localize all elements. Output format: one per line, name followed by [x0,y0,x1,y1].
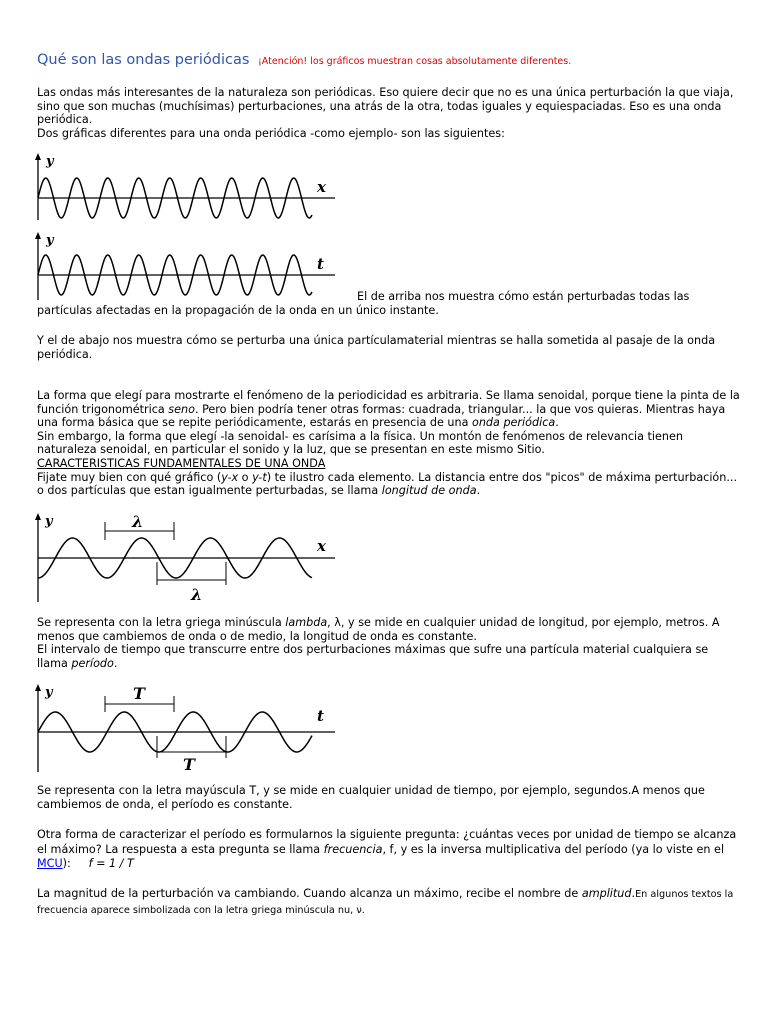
frequency-formula: f = 1 / T [88,857,134,870]
periodo-term: período [71,656,114,670]
frecuencia-text-b: , f, y es la inversa multiplicativa del período (ya lo viste en el [382,842,725,856]
intervalo-text-a: El intervalo de tiempo que transcurre entre dos perturbaciones máximas que sufre una partícula material cualquiera se llama [37,643,709,670]
fijate-text-b: ) te ilustro cada elemento. La distancia entre dos "picos" de máxima perturbación... o dos partículas que estan igualmente perturbadas, se llama [37,470,738,498]
nu-note: En algunos textos la frecuencia aparece simbolizada con la letra griega minúscula nu, ν. [37,889,734,916]
lambda-text-b: , λ, y se mide en cualquier unidad de longitud, por ejemplo, metros. A menos que cambiemos de onda o de medio, la longitud de onda es constante. [37,616,720,643]
x-label: x [317,537,326,555]
wave-graph-yx [30,152,340,222]
lambda-paragraph [37,616,742,670]
period-label-top: T [133,684,145,703]
y-axis-arrow [35,153,41,160]
y-label: y [46,154,54,169]
intro-text: Las ondas más interesantes de la naturaleza son periódicas. Eso quiere decir que no es una única perturbación la que viaja, sino que son muchas (muchísimas) perturbaciones, una atrás de la otra, todas iguales y equiespaciadas. Eso es una onda periódica. [37,86,734,127]
frecuencia-text-c: ): [62,857,71,870]
y-axis-arrow [35,684,41,691]
caption-top: El de arriba nos muestra cómo están perturbadas todas las partículas afectadas en la propagación de la onda en un único instante. [37,290,690,317]
lambda-term: lambda [285,616,328,629]
onda-periodica-term: onda periódica [472,416,556,430]
intervalo-text-b: . [113,656,118,670]
fijate-text-a: Fijate muy bien con qué gráfico ( [37,470,222,484]
seno-term: seno [168,402,195,416]
lambda-text-a: Se representa con la letra griega minúscula [37,616,286,629]
period-label-bottom: T [183,755,195,774]
period-paragraph: Se representa con la letra mayúscula T, y se mide en cualquier unidad de tiempo, por ejemplo, segundos.A menos que cambiemos de onda, el período es constante. [37,784,705,811]
period-graph [30,682,340,774]
forma-text-a: La forma que elegí para mostrarte el fenómeno de la periodicidad es arbitraria. Se llama senoidal, porque tiene la pinta de la función trigonométrica [37,389,740,416]
wavelength-graph [30,510,340,605]
yt-term: y-t [252,470,267,484]
fijate-text-c: . [476,484,481,498]
page-title [37,52,571,68]
y-axis-arrow [35,513,41,520]
intro-paragraph [37,86,742,140]
frecuencia-term: frecuencia [323,842,383,856]
intro-text-2: Dos gráficas diferentes para una onda periódica -como ejemplo- son las siguientes: [37,126,505,140]
amplitude-paragraph [37,886,742,918]
fijate-text-o: o [238,470,253,484]
yx-term: y-x [221,470,239,484]
longitud-de-onda-term: longitud de onda [381,484,477,498]
lambda-label-top: λ [132,512,144,531]
amplitud-text-b: . [631,887,636,900]
amplitud-text-a: La magnitud de la perturbación va cambiando. Cuando alcanza un máximo, recibe el nombre de [37,887,582,900]
amplitud-term: amplitud [581,887,632,900]
mcu-link[interactable]: MCU [37,857,63,870]
title-text: Qué son las ondas periódicas [37,52,250,68]
forma-paragraph [37,389,742,498]
y-label: y [45,685,53,700]
lambda-label-bottom: λ [191,585,203,604]
y-label: y [46,233,54,248]
forma-text-c: . [555,416,559,430]
section-heading: CARACTERISTICAS FUNDAMENTALES DE UNA ONDA [37,456,326,470]
t-label: t [317,255,324,273]
frequency-paragraph [37,828,742,872]
title-warning: ¡Atención! los gráficos muestran cosas absolutamente diferentes. [258,56,572,67]
y-label: y [45,514,53,529]
caption-bottom: Y el de abajo nos muestra cómo se perturba una única partículamaterial mientras se halla sometida al pasaje de la onda periódica. [37,334,716,361]
t-label: t [317,707,324,725]
y-axis-arrow [35,232,41,239]
sin-embargo-text: Sin embargo, la forma que elegí -la senoidal- es carísima a la física. Un montón de fenómenos de relevancia tienen naturaleza senoidal, en particular el sonido y la luz, que se presentan en este mismo Sitio. [37,429,683,457]
frecuencia-text-a: Otra forma de caracterizar el período es formularnos la siguiente pregunta: ¿cuántas veces por unidad de tiempo se alcanza el máximo? La respuesta a esta pregunta se llama [37,828,737,856]
forma-text-b: . Pero bien podría tener otras formas: cuadrada, triangular... la que vos quieras. Mientras haya una forma básica que se repite periódicamente, estarás en presencia de una [37,402,726,430]
x-label: x [317,178,326,196]
